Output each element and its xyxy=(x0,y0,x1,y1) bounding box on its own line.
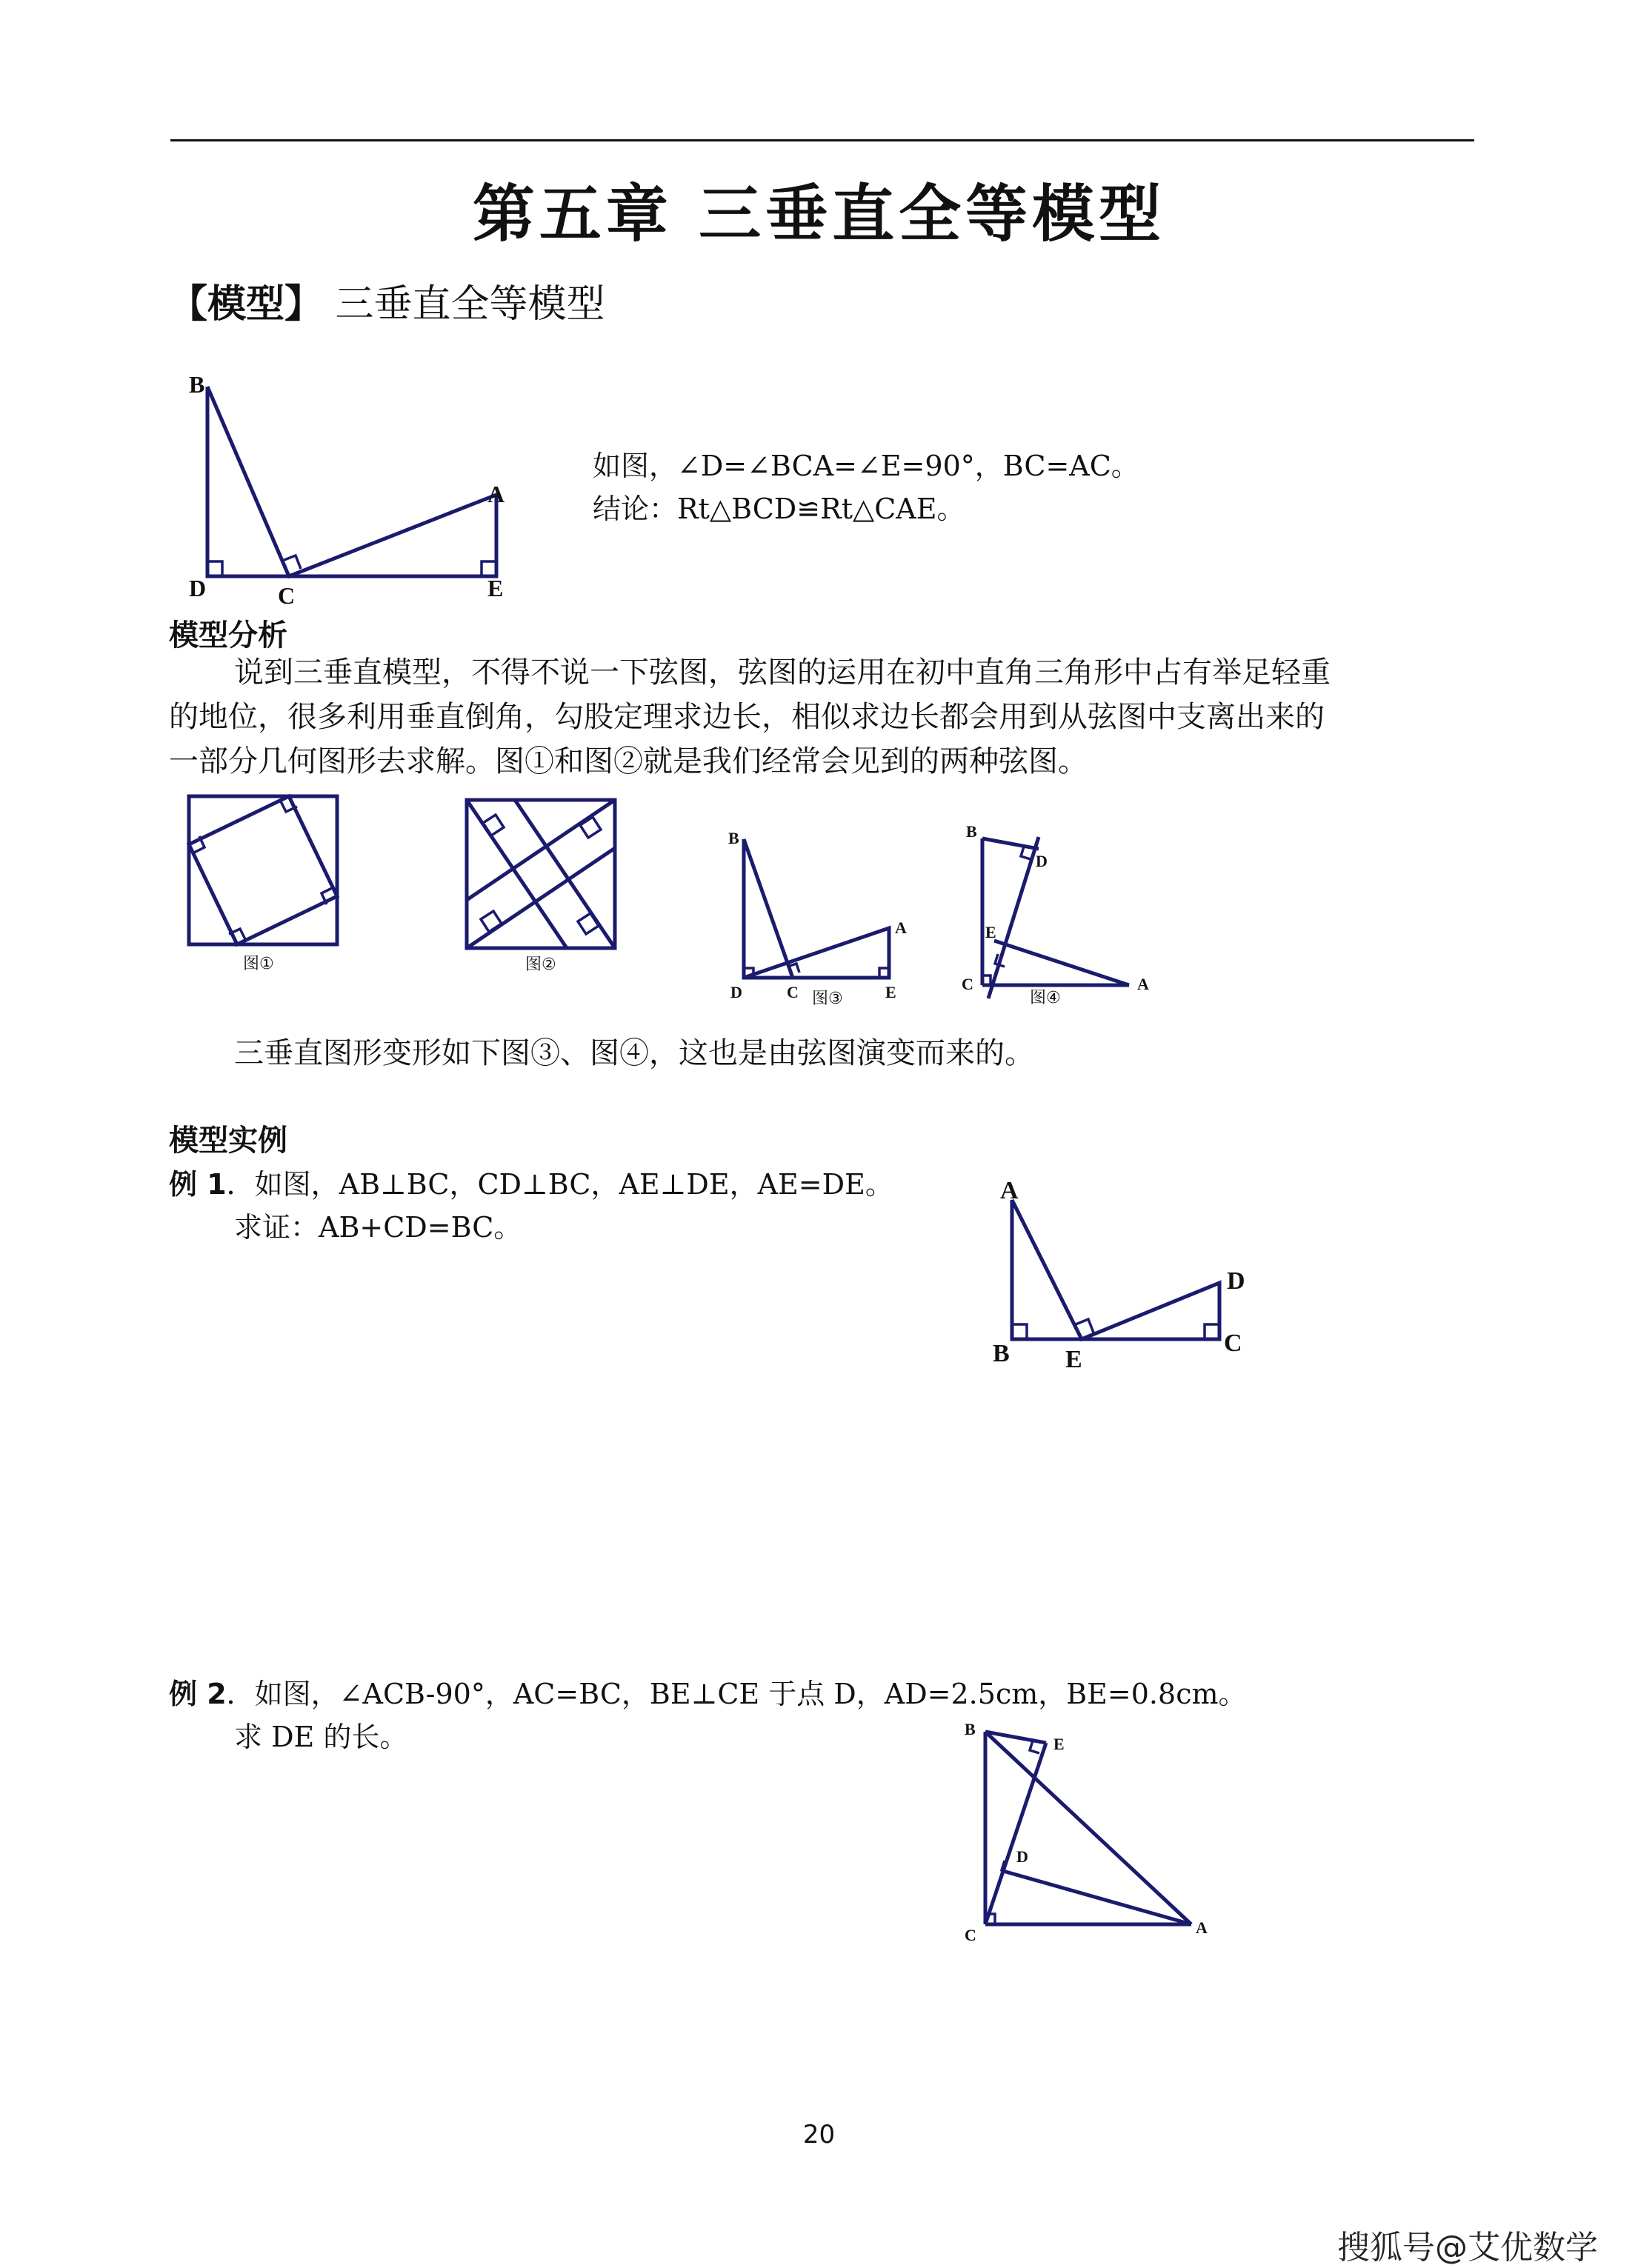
page-number: 20 xyxy=(802,2120,836,2149)
example-1-text: ．如图，AB⊥BC，CD⊥BC，AE⊥DE，AE=DE。 xyxy=(226,1168,893,1201)
model-given: 如图，∠D=∠BCA=∠E=90°，BC=AC。 xyxy=(593,450,1139,482)
figure-4-label-a: A xyxy=(1137,975,1149,993)
model-tag: 【模型】 xyxy=(169,282,324,327)
figure-3-caption: 图③ xyxy=(812,990,843,1008)
model-label-b: B xyxy=(189,371,205,398)
example-1-label-c: C xyxy=(1224,1330,1242,1357)
figure-4-label-e: E xyxy=(985,923,996,941)
model-label-d: D xyxy=(189,575,207,601)
example-1-label-d: D xyxy=(1227,1267,1245,1295)
example-2-label-e: E xyxy=(1053,1735,1065,1753)
top-rule xyxy=(170,139,1474,141)
examples-heading: 模型实例 xyxy=(169,1124,287,1158)
figure-3-label-e: E xyxy=(885,983,896,1001)
example-1-label: 例 1 xyxy=(169,1168,227,1201)
analysis-line-3: 一部分几何图形去求解。图①和图②就是我们经常会见到的两种弦图。 xyxy=(169,744,1088,778)
example-2-label: 例 2 xyxy=(169,1678,227,1710)
chapter-title: 第五章 三垂直全等模型 xyxy=(472,177,1166,250)
figure-2-caption: 图② xyxy=(525,955,556,974)
model-heading xyxy=(169,273,605,328)
figure-3-label-a: A xyxy=(895,918,907,937)
model-label-a: A xyxy=(487,481,505,507)
analysis-heading: 模型分析 xyxy=(169,618,287,653)
figure-3-label-c: C xyxy=(787,983,799,1001)
figure-4-caption: 图④ xyxy=(1030,989,1061,1007)
figure-3 xyxy=(725,826,917,1011)
model-label-e: E xyxy=(487,575,504,601)
example-2-label-c: C xyxy=(965,1926,976,1944)
example-2-ask: 求 DE 的长。 xyxy=(234,1721,408,1753)
figure-1-caption: 图① xyxy=(243,955,274,973)
example-2-label-d: D xyxy=(1016,1847,1028,1866)
figure-2 xyxy=(463,796,626,981)
transform-note: 三垂直图形变形如下图③、图④，这也是由弦图演变而来的。 xyxy=(234,1036,1034,1070)
example-1-label-a: A xyxy=(1000,1177,1019,1204)
figure-1 xyxy=(185,793,348,978)
example-1-label-b: B xyxy=(993,1340,1010,1367)
figure-4 xyxy=(956,821,1171,1013)
example-2-figure xyxy=(956,1717,1222,1954)
example-1-figure xyxy=(993,1170,1259,1385)
watermark: 搜狐号@艾优数学 xyxy=(1337,2229,1598,2267)
analysis-line-2: 的地位，很多利用垂直倒角，勾股定理求边长，相似求边长都会用到从弦图中支离出来的 xyxy=(169,700,1325,734)
example-2-statement xyxy=(169,1671,1247,1712)
example-2-label-b: B xyxy=(965,1720,976,1738)
figure-4-label-b: B xyxy=(966,822,977,841)
example-2-label-a: A xyxy=(1196,1918,1208,1937)
figure-4-label-c: C xyxy=(962,975,973,993)
figure-3-label-b: B xyxy=(728,829,739,847)
analysis-line-1: 说到三垂直模型，不得不说一下弦图，弦图的运用在初中直角三角形中占有举足轻重 xyxy=(234,656,1331,690)
figure-3-label-d: D xyxy=(730,983,742,1001)
model-conclusion: 结论：Rt△BCD≌Rt△CAE。 xyxy=(593,493,965,525)
model-label-c: C xyxy=(278,582,296,609)
example-2-text: ．如图，∠ACB-90°，AC=BC，BE⊥CE 于点 D，AD=2.5cm，BE=0.8cm。 xyxy=(226,1678,1247,1710)
example-1-statement xyxy=(169,1161,893,1202)
model-name: 三垂直全等模型 xyxy=(335,282,605,327)
model-figure xyxy=(185,370,526,615)
figure-4-label-d: D xyxy=(1036,852,1048,870)
example-1-label-e: E xyxy=(1065,1346,1082,1373)
example-1-prove: 求证：AB+CD=BC。 xyxy=(234,1211,522,1244)
